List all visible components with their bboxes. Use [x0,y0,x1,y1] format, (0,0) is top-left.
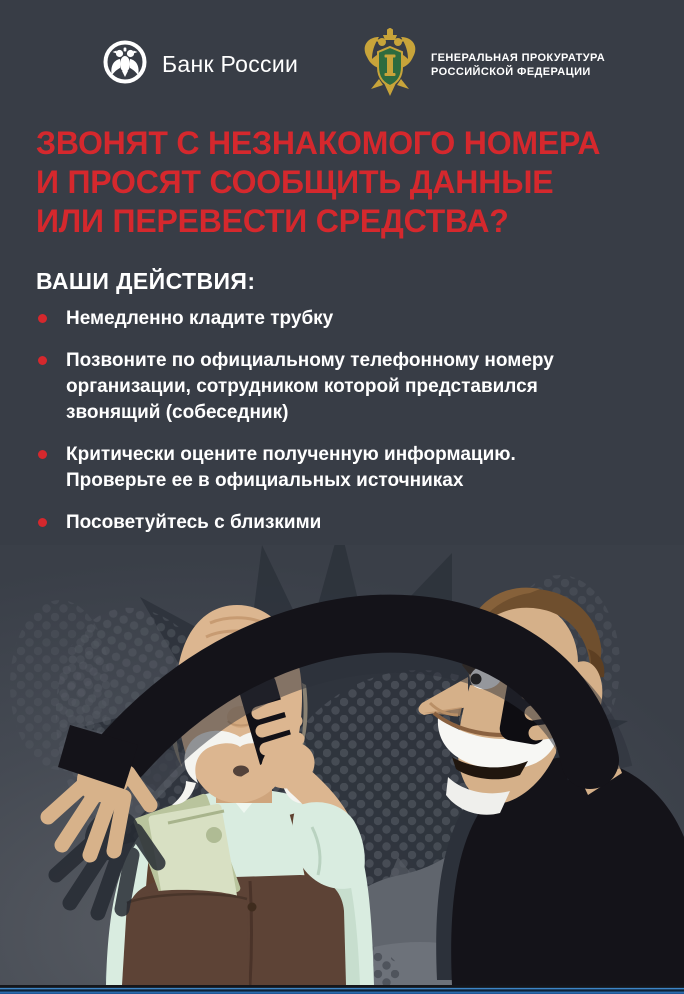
bullet-dot-icon [38,356,47,365]
action-item-text: Посоветуйтесь с близкими [66,512,322,533]
prosecutor-label [431,51,605,79]
headline-line3: ИЛИ ПЕРЕВЕСТИ СРЕДСТВА? [36,203,509,239]
prosecutor-label-line2: РОССИЙСКОЙ ФЕДЕРАЦИИ [431,65,591,78]
headline-line2: И ПРОСЯТ СООБЩИТЬ ДАННЫЕ [36,164,554,200]
scam-call-illustration [0,545,684,985]
bank-of-russia-label: Банк России [162,51,299,77]
bank-of-russia-logo [102,39,298,90]
actions-title: ВАШИ ДЕЙСТВИЯ: [36,268,256,294]
bottom-blue-taskbar-strip [0,985,684,994]
action-item-text: Позвоните по официальному телефонному номеру организации, сотрудником которой представился звонящий (собеседник) [66,350,554,423]
bullet-dot-icon [38,314,47,323]
header [0,0,684,110]
actions-list [36,306,608,552]
action-item-text: Критически оцените полученную информацию. Проверьте ее в официальных источниках [66,444,516,491]
prosecutor-logo [357,27,605,102]
action-item-text: Немедленно кладите трубку [66,308,334,329]
bank-of-russia-eagle-icon [102,39,148,90]
action-item [36,348,608,426]
action-item [36,510,608,536]
bullet-dot-icon [38,450,47,459]
headline-line1: ЗВОНЯТ С НЕЗНАКОМОГО НОМЕРА [36,125,601,161]
bullet-dot-icon [38,518,47,527]
action-item [36,442,608,494]
page-title [36,124,600,241]
action-item [36,306,608,332]
prosecutor-general-emblem-icon [357,27,423,102]
prosecutor-label-line1: ГЕНЕРАЛЬНАЯ ПРОКУРАТУРА [431,51,606,64]
